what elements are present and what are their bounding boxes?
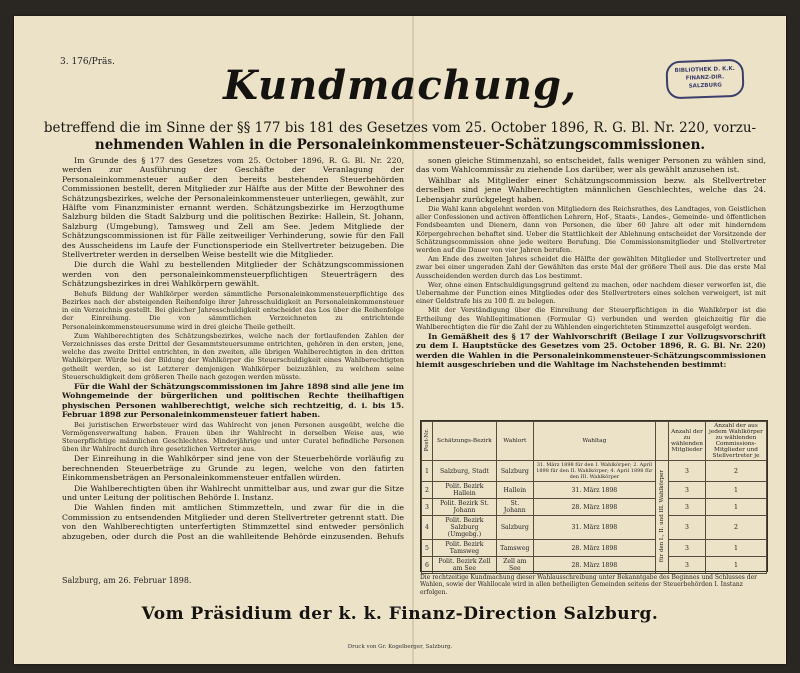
table-header: Anzahl der aus jedem Wahlkörper zu wählenden Commissions-Mitglieder und Stellvertreter je bbox=[706, 422, 767, 461]
table-header: Wahlort bbox=[496, 422, 533, 461]
left-column bbox=[62, 156, 404, 541]
table-cell: Polit. Bezirk Zell am See bbox=[433, 557, 497, 574]
table-cell: 3 bbox=[668, 499, 705, 516]
table-cell: Tamsweg bbox=[496, 540, 533, 557]
table-row bbox=[422, 482, 767, 499]
table-cell: 3 bbox=[668, 516, 705, 540]
table-cell: 5 bbox=[422, 540, 433, 557]
paper-fold bbox=[412, 16, 414, 664]
paragraph: Für die Wahl der Schätzungscommissionen im Jahre 1898 sind alle jene im Wohngemeinde der bürgerlichen und politischen Rechte theilhaftigen physischen Personen wahlberechtigt, welche sich rechtzeitig, d. i. bis 15. Februar 1898 zur Personaleinkommensteuer fatiert haben. bbox=[62, 381, 404, 420]
paragraph: Mit der Verständigung über die Einreihung der Steuerpflichtigen in die Wahlkörper ist die Ertheilung des Wahllegitimationen (Formular G) verbunden und werden gleichzeitig für die Wahlberechtigten die für die Zahl der zu Wählenden eingerichteten Stimmzettel ausgefolgt werden. bbox=[416, 306, 766, 331]
stamp-line: BIBLIOTHEK D. K.K. bbox=[674, 65, 735, 75]
table-header bbox=[655, 422, 668, 461]
presidium-signature: Vom Präsidium der k. k. Finanz-Direction Salzburg. bbox=[141, 604, 659, 624]
table-header: Post-Nr. bbox=[422, 422, 433, 461]
table-cell: Hallein bbox=[496, 482, 533, 499]
paragraph: Behufs Bildung der Wahlkörper werden sämmtliche Personaleinkommensteuerpflichtige des Bezirkes nach der absteigenden Reihenfolge ihrer Jahresschuldigkeit an Personaleinkommensteuer in ein Verzeichnis gestellt. Bei gleicher Jahresschuldigkeit entscheidet das Los über die Reihenfolge der Einreihung. Die von sämmtlichen Verzeichneten zu entrichtende Personaleinkommensteuersumme wird in drei gleiche Theile getheilt. bbox=[62, 289, 404, 331]
table-cell: 3 bbox=[668, 540, 705, 557]
table-cell: Salzburg, Stadt bbox=[433, 461, 497, 482]
table-cell: 1 bbox=[706, 482, 767, 499]
table-cell: 4 bbox=[422, 516, 433, 540]
table-row bbox=[422, 557, 767, 574]
paragraph: Die durch die Wahl zu bestellenden Mitglieder der Schätzungscommissionen werden von den personaleinkommensteuerpflichtigen Steuerträgern des Schätzungsbezirkes in drei Wahlkörpern gewählt. bbox=[62, 260, 404, 289]
table-row bbox=[422, 499, 767, 516]
table-cell: 3 bbox=[422, 499, 433, 516]
table-cell: Polit. Bezirk St. Johann bbox=[433, 499, 497, 516]
table-cell: 31. März 1898 bbox=[533, 516, 655, 540]
table-row bbox=[422, 461, 767, 482]
table-cell: Salzburg bbox=[496, 461, 533, 482]
paragraph: In Gemäßheit des § 17 der Wahlvorschrift (Beilage I zur Vollzugsvorschrift zu dem I. Hauptstücke des Gesetzes vom 25. October 1896, R. G. Bl. Nr. 220) werden die Wahlen in die Personaleinkommensteuer-Schätzungscommissionen hiemit ausgeschrieben und die Wahltage im Nachstehenden bestimmt: bbox=[416, 332, 766, 370]
table-cell: Polit. Bezirk Salzburg (Umgebg.) bbox=[433, 516, 497, 540]
table-row bbox=[422, 516, 767, 540]
table-footnote: Die rechtzeitige Kundmachung dieser Wahlausschreibung unter Bekanntgabe des Beginnes und Schlusses der Wahlen, sowie der Wahllocale wird in allen betheiligten Gemeinden seitens der Steuerbehörden I. Instanz erfolgen. bbox=[420, 574, 757, 596]
paragraph: Im Grunde des § 177 des Gesetzes vom 25. October 1896, R. G. Bl. Nr. 220, werden zur Ausführung der Geschäfte der Veranlagung der Personaleinkommensteuer außer den bereits bestehenden Steuerbehörden Commissionen bestellt, deren Mitglieder zur Hälfte aus der Mitte der Bewohner des Schätzungsbezirkes, welche der Personaleinkommensteuer unterliegen, gewählt, zur Hälfte vom Finanzminister ernannt werden. Schätzungsbezirke im Herzogthume Salzburg bilden die Stadt Salzburg und die politischen Bezirke: Hallein, St. Johann, Salzburg (Umgebung), Tamsweg und Zell am See. Jedem Mitgliede der Schätzungscommissionen ist für Fälle zeitweiliger Verhinderung, sowie für den Fall des Ausscheidens im Laufe der Functionsperiode ein Stellvertreter beizugeben. Die Stellvertreter werden in derselben Weise bestellt wie die Mitglieder. bbox=[62, 156, 404, 260]
table-header: Anzahl der zu wählenden Mitglieder bbox=[668, 422, 705, 461]
subtitle-line-2: nehmenden Wahlen in die Personaleinkommensteuer-Schätzungscommissionen. bbox=[94, 137, 706, 153]
table-cell: Polit. Bezirk Tamsweg bbox=[433, 540, 497, 557]
table-cell: 2 bbox=[706, 461, 767, 482]
table-cell: Polit. Bezirk Hallein bbox=[433, 482, 497, 499]
subtitle-line-1: betreffend die im Sinne der §§ 177 bis 181 des Gesetzes vom 25. October 1896, R. G. Bl. Nr. 220, vorzu- bbox=[43, 120, 757, 136]
table-cell: 1 bbox=[422, 461, 433, 482]
table-cell: 3 bbox=[668, 557, 705, 574]
table-header-row bbox=[422, 422, 767, 461]
table-cell: 3 bbox=[668, 461, 705, 482]
election-table bbox=[420, 420, 768, 572]
paragraph: Bei juristischen Erwerbsteuer wird das Wahlrecht von jenen Personen ausgeübt, welche die Vermögensverwaltung haben. Frauen üben ihr Wahlrecht in derselben Weise aus, wie Steuerpflichtige männlichen Geschlechtes. Minderjährige und unter Curatel befindliche Personen üben ihr Wahlrecht durch ihre gesetzlichen Vertreter aus. bbox=[62, 420, 404, 454]
stamp-line: SALZBURG bbox=[688, 82, 722, 90]
right-column bbox=[416, 156, 766, 406]
document-sheet bbox=[14, 16, 786, 664]
table-cell: 1 bbox=[706, 499, 767, 516]
table-cell: 2 bbox=[706, 516, 767, 540]
paragraph: Die Wahl kann abgelehnt werden von Mitgliedern des Reichsrathes, des Landtages, von Geistlichen aller Confessionen und activen öffentlichen Lehrern, Hof-, Staats-, Landes-, Gemeinde- und öffentlichen Fondsbeamten und Dienern, dann von Personen, die über 60 Jahre alt oder mit hinderndem Körpergebrechen behaftet sind. Ueber die Stattlichkeit der Ablehnung entscheidet der Vorsitzende der Schätzungscommission ohne jede weitere Berufung. Die Commissionsmitglieder und Stellvertreter werden auf die Dauer von vier Jahren berufen. bbox=[416, 205, 766, 255]
paragraph: Zum Wahlberechtigten des Schätzungsbezirkes, welche nach der fortlaufenden Zahlen der Verzeichnisses das erste Drittel der Gesammtsteuersumme entrichten, gehören in den ersten, jene, welche das zweite Drittel entrichten, in den zweiten, alle übrigen Wahlberechtigten in den dritten Wahlkörper. Würde bei der Bildung der Wahlkörper die Steuerschuldigkeit eines Wahlberechtigten getheilt werden, so ist Letzterer demjenigen Wahlkörper beizuzählen, zu welchem seine Steuerschuldigkeit dem größeren Theile nach gezogen werden müsste. bbox=[62, 331, 404, 381]
table-cell: 2 bbox=[422, 482, 433, 499]
table-cell: 6 bbox=[422, 557, 433, 574]
table-cell: 3 bbox=[668, 482, 705, 499]
paragraph: Der Einreihung in die Wahlkörper sind jene von der Steuerbehörde vorläufig zu berechnenden Steuerbeträge zu Grunde zu legen, welche von den fatirten Einkommensbeträgen an Personaleinkommensteuer entfallen würden. bbox=[62, 454, 404, 483]
paragraph: Am Ende des zweiten Jahres scheidet die Hälfte der gewählten Mitglieder und Stellvertreter und zwar bei einer ungeraden Zahl der Gewählten das erste Mal der größere Theil aus. Die das erste Mal Ausscheidenden werden durch das Los bestimmt. bbox=[416, 255, 766, 280]
table-cell: 31. März 1898 für den I. Wahlkörper; 2. April 1898 für den II. Wahlkörper; 4. April 1898 für den III. Wahlkörper bbox=[533, 461, 655, 482]
reference-number: 3. 176/Präs. bbox=[60, 57, 115, 67]
table-cell: Zell am See bbox=[496, 557, 533, 574]
table-cell: 28. März 1898 bbox=[533, 499, 655, 516]
table-cell: 31. März 1898 bbox=[533, 482, 655, 499]
paragraph: Wählbar als Mitglieder einer Schätzungscommission bezw. als Stellvertreter derselben sind jene Wahlberechtigten männlichen Geschlechtes, welche das 24. Lebensjahr zurückgelegt haben. bbox=[416, 175, 766, 204]
side-label: für den I., II. und III. Wahlkörper bbox=[658, 469, 665, 563]
paragraph: Die Wahlberechtigten üben ihr Wahlrecht unmittelbar aus, und zwar gur die Sitze und unter Leitung der politischen Behörde I. Instanz. bbox=[62, 483, 404, 502]
signature-place-date: Salzburg, am 26. Februar 1898. bbox=[62, 576, 192, 585]
paragraph: Wer, ohne einen Entschuldigungsgrund geltend zu machen, oder nachdem dieser verworfen ist, die Uebernahme der Function eines Mitgliedes oder des Stellvertreters eines solchen verweigert, ist mit einer Geldstrafe bis zu 100 fl. zu belegen. bbox=[416, 280, 766, 306]
side-label-cell bbox=[655, 461, 668, 574]
table-cell: 28. März 1898 bbox=[533, 557, 655, 574]
table-cell: 1 bbox=[706, 557, 767, 574]
table-header: Wahltag bbox=[533, 422, 655, 461]
table-cell: 1 bbox=[706, 540, 767, 557]
paragraph: sonen gleiche Stimmenzahl, so entscheidet, falls weniger Personen zu wählen sind, das vom Wahlcommissär zu ziehende Los darüber, wer als gewählt anzusehen ist. bbox=[416, 156, 766, 175]
document-title: Kundmachung, bbox=[223, 62, 577, 109]
table-cell: 28. März 1898 bbox=[533, 540, 655, 557]
printer-imprint: Druck von Gr. Kogelberger, Salzburg. bbox=[347, 644, 453, 650]
table-cell: St. Johann bbox=[496, 499, 533, 516]
stamp-line: FINANZ-DIR. bbox=[685, 74, 725, 82]
paragraph: Die Wahlen finden mit amtlichen Stimmzetteln, und zwar für die in die Commission zu entsendenden Mitglieder und deren Stellvertreter getrennt statt. Die von den Wahlberechtigten unterfertigten Stimmzettel sind entweder persönlich abzugeben, oder durch die Post an die wahlleitende Behörde einzusenden. Behufs bbox=[62, 503, 404, 541]
table-cell: Salzburg bbox=[496, 516, 533, 540]
table-header: Schätzungs-Bezirk bbox=[433, 422, 497, 461]
table-row bbox=[422, 540, 767, 557]
